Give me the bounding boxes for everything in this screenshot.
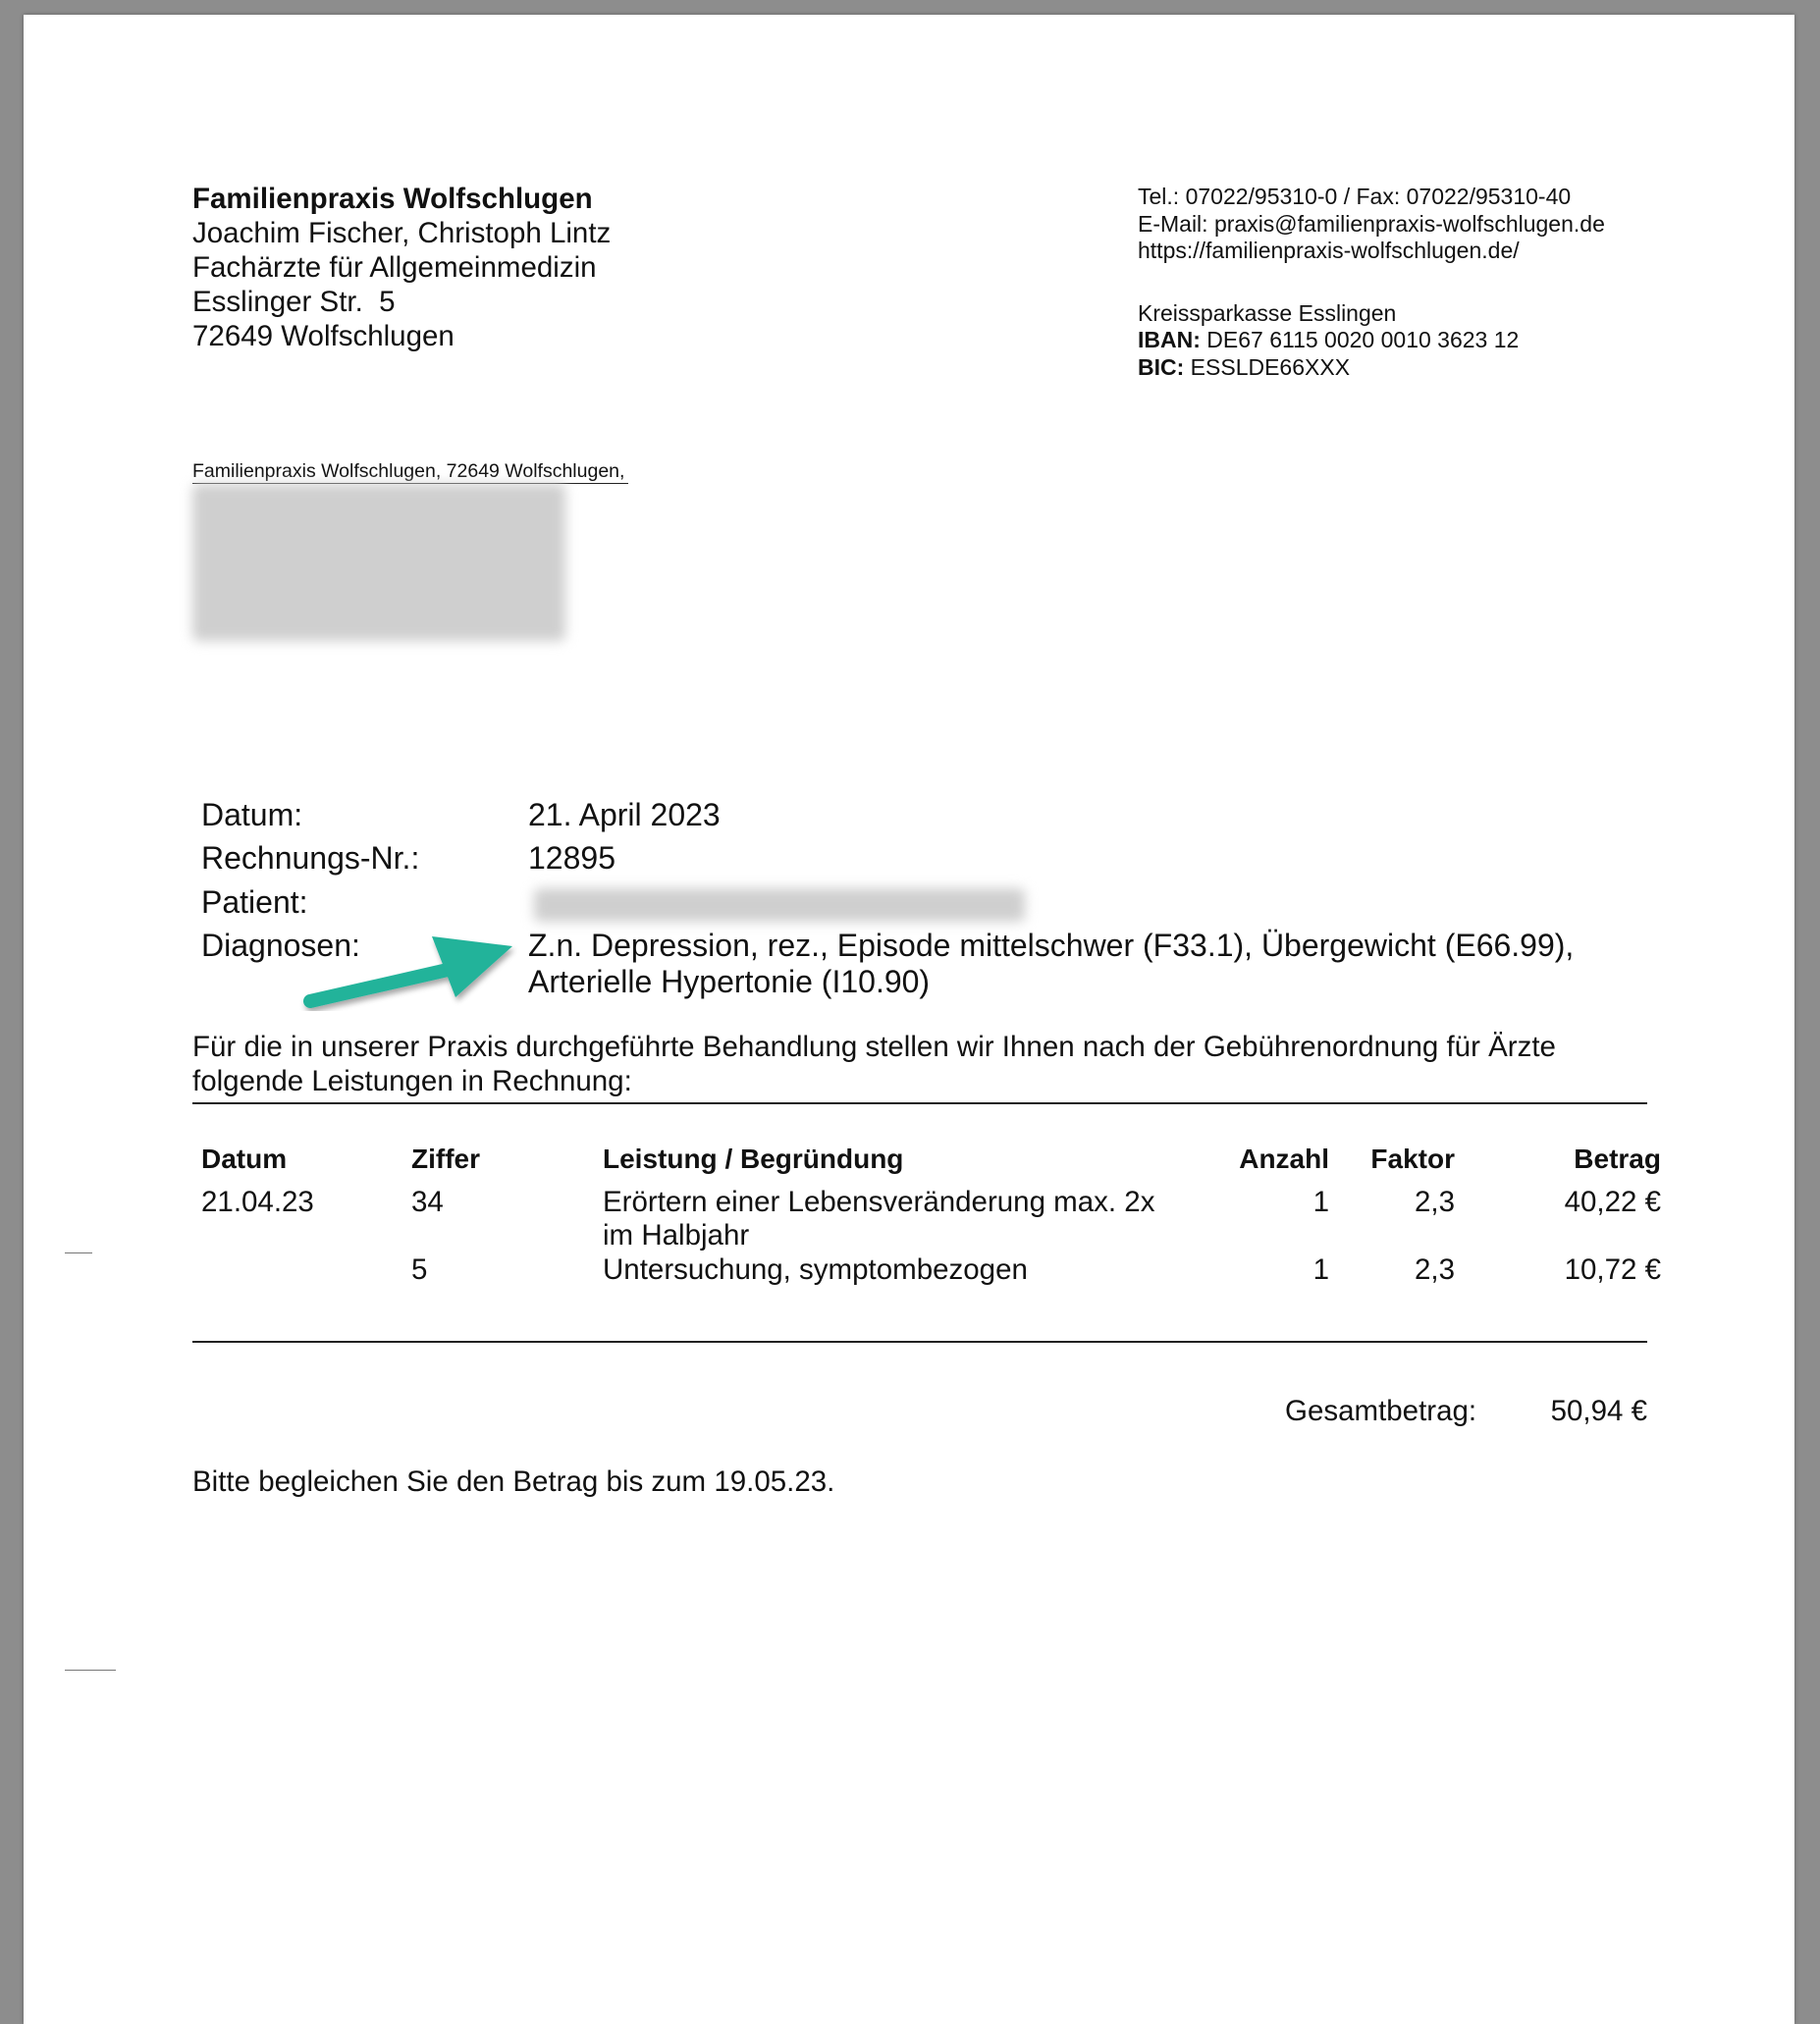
bank-name: Kreissparkasse Esslingen <box>1138 299 1397 326</box>
table-top-rule <box>192 1102 1647 1104</box>
bic-label: BIC: <box>1138 353 1185 380</box>
diagnoses-label: Diagnosen: <box>201 928 360 963</box>
iban-value: DE67 6115 0020 0010 3623 12 <box>1200 327 1520 352</box>
row-2-code: 5 <box>411 1253 428 1286</box>
intro-line-1: Für die in unserer Praxis durchgeführte Behandlung stellen wir Ihnen nach der Gebührenordnung für Ärzte <box>192 1031 1556 1063</box>
bic <box>1138 354 1605 382</box>
row-1-factor: 2,3 <box>1414 1186 1455 1218</box>
total-label: Gesamtbetrag: <box>1285 1395 1477 1427</box>
row-2-factor: 2,3 <box>1414 1253 1455 1286</box>
col-header-date: Datum <box>201 1144 288 1174</box>
col-header-factor: Faktor <box>1370 1144 1455 1174</box>
row-2-count: 1 <box>1312 1253 1329 1286</box>
return-address: Familienpraxis Wolfschlugen, 72649 Wolfschlugen, <box>192 459 628 484</box>
row-1-service-line-2: im Halbjahr <box>603 1219 750 1252</box>
sender-address <box>192 182 611 353</box>
email: E-Mail: praxis@familienpraxis-wolfschlugen.de <box>1138 210 1605 237</box>
fold-mark-1 <box>65 1252 92 1253</box>
col-header-count: Anzahl <box>1239 1144 1329 1174</box>
date-label: Datum: <box>201 797 303 832</box>
website: https://familienpraxis-wolfschlugen.de/ <box>1138 238 1520 263</box>
total-value: 50,94 € <box>1550 1395 1647 1427</box>
invoice-number-label: Rechnungs-Nr.: <box>201 840 420 876</box>
row-1-service <box>603 1186 1154 1252</box>
row-1-service-line-1: Erörtern einer Lebensveränderung max. 2x <box>603 1186 1155 1218</box>
street: Esslinger Str. 5 <box>192 286 396 318</box>
iban <box>1138 327 1605 354</box>
invoice-page <box>24 15 1794 2024</box>
payment-note: Bitte begleichen Sie den Betrag bis zum 19.05.23. <box>192 1465 835 1498</box>
col-header-amount: Betrag <box>1574 1144 1661 1174</box>
iban-label: IBAN: <box>1138 327 1201 352</box>
redacted-patient-name <box>534 888 1025 922</box>
specialty: Fachärzte für Allgemeinmedizin <box>192 251 597 284</box>
row-1-date: 21.04.23 <box>201 1186 314 1218</box>
row-1-amount: 40,22 € <box>1564 1186 1661 1218</box>
row-2-amount: 10,72 € <box>1564 1253 1661 1286</box>
row-1-count: 1 <box>1312 1186 1329 1218</box>
contact-block <box>1138 184 1605 381</box>
row-2-service: Untersuchung, symptombezogen <box>603 1253 1028 1286</box>
redacted-recipient-address <box>192 484 565 641</box>
fold-mark-2 <box>65 1670 116 1671</box>
intro-line-2: folgende Leistungen in Rechnung: <box>192 1065 632 1097</box>
row-1-code: 34 <box>411 1186 444 1218</box>
invoice-number-value: 12895 <box>528 840 616 876</box>
diagnoses-line-1: Z.n. Depression, rez., Episode mittelschwer (F33.1), Übergewicht (E66.99), <box>528 928 1575 963</box>
table-bottom-rule <box>192 1341 1647 1343</box>
annotation-arrow-icon <box>269 913 524 1011</box>
practice-name: Familienpraxis Wolfschlugen <box>192 183 593 215</box>
diagnoses-line-2: Arterielle Hypertonie (I10.90) <box>528 964 931 999</box>
doctor-names: Joachim Fischer, Christoph Lintz <box>192 217 612 249</box>
col-header-code: Ziffer <box>411 1144 480 1174</box>
bic-value: ESSLDE66XXX <box>1184 353 1351 380</box>
phone-fax: Tel.: 07022/95310-0 / Fax: 07022/95310-40 <box>1138 184 1572 209</box>
date-value: 21. April 2023 <box>528 797 721 832</box>
city: 72649 Wolfschlugen <box>192 320 455 352</box>
col-header-service: Leistung / Begründung <box>603 1144 904 1174</box>
patient-label: Patient: <box>201 884 308 920</box>
intro-text <box>192 1030 1556 1098</box>
